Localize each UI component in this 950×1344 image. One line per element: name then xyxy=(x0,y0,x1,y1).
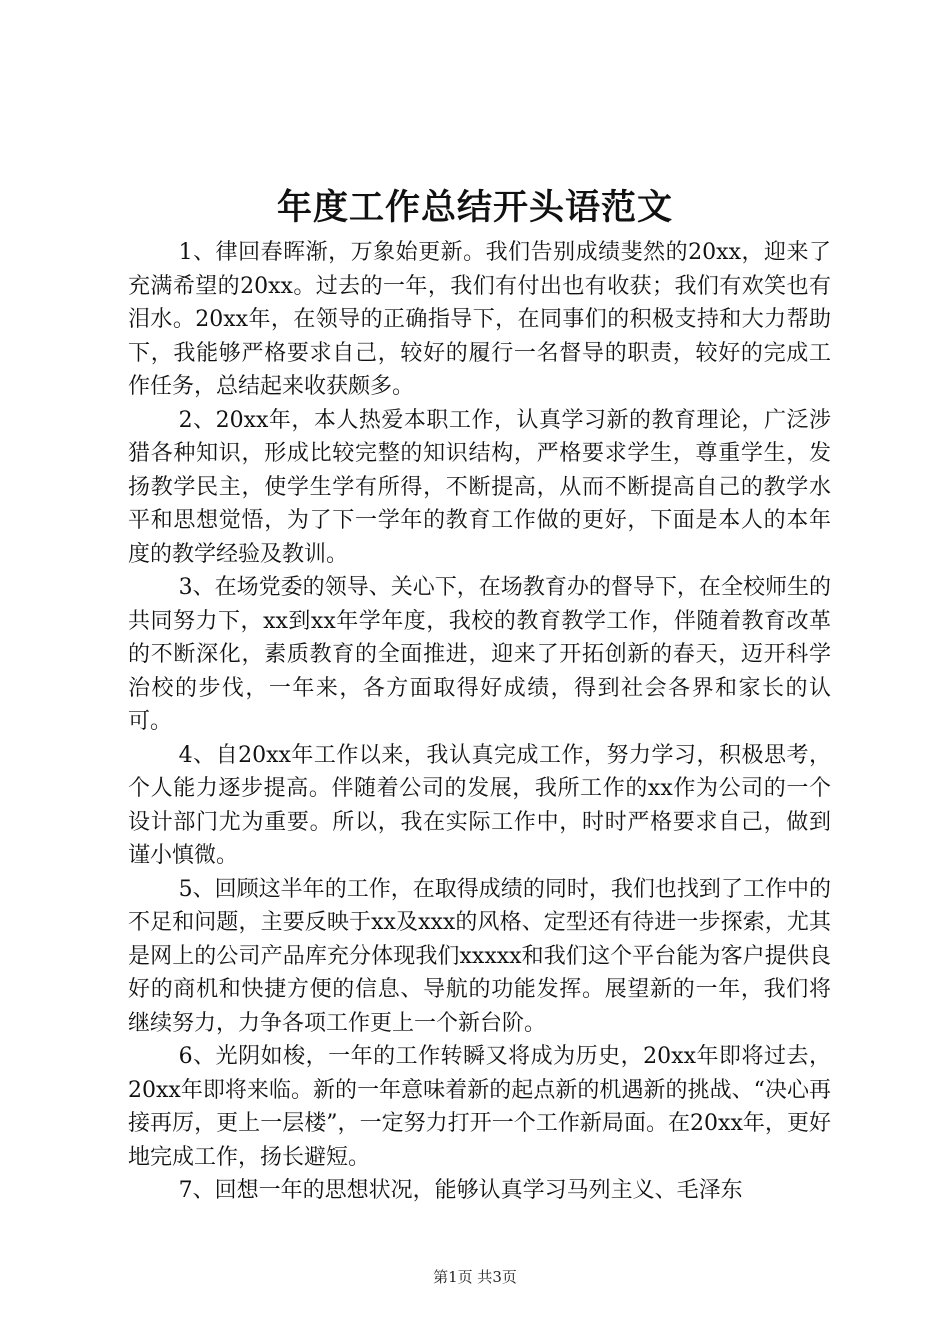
paragraph-7: 7、回想一年的思想状况，能够认真学习马列主义、毛泽东 xyxy=(178,1178,743,1203)
paragraph-4: 4、自20xx年工作以来，我认真完成工作，努力学习，积极思考，个人能力逐步提高。伴随着公司的发展，我所工作的xx作为公司的一个设计部门尤为重要。所以，我在实际工作中，时时严格要求自己，做到谨小慎微。 xyxy=(128,742,831,868)
paragraph-1: 1、律回春晖渐，万象始更新。我们告别成绩斐然的20xx，迎来了充满希望的20xx。过去的一年，我们有付出也有收获；我们有欢笑也有泪水。20xx年，在领导的正确指导下，在同事们的积极支持和大力帮助下，我能够严格要求自己，较好的履行一名督导的职责，较好的完成工作任务，总结起来收获颇多。 xyxy=(128,240,831,399)
page-number-footer: 第1页 共3页 xyxy=(433,1268,517,1286)
paragraph-2: 2、20xx年，本人热爱本职工作，认真学习新的教育理论，广泛涉猎各种知识，形成比较完整的知识结构，严格要求学生，尊重学生，发扬教学民主，使学生学有所得，不断提高，从而不断提高自己的教学水平和思想觉悟，为了下一学年的教育工作做的更好，下面是本人的本年度的教学经验及教训。 xyxy=(128,407,831,567)
paragraph-6: 6、光阴如梭，一年的工作转瞬又将成为历史，20xx年即将过去，20xx年即将来临。新的一年意味着新的起点新的机遇新的挑战、“决心再接再厉，更上一层楼”，一定努力打开一个工作新局面。在20xx年，更好地完成工作，扬长避短。 xyxy=(128,1044,831,1170)
paragraph-5: 5、回顾这半年的工作，在取得成绩的同时，我们也找到了工作中的不足和问题，主要反映于xx及xxx的风格、定型还有待进一步探索，尤其是网上的公司产品库充分体现我们xxxxx和我们这个平台能为客户提供良好的商机和快捷方便的信息、导航的功能发挥。展望新的一年，我们将继续努力，力争各项工作更上一个新台阶。 xyxy=(128,876,831,1036)
paragraph-3: 3、在场党委的领导、关心下，在场教育办的督导下，在全校师生的共同努力下，xx到xx年学年度，我校的教育教学工作，伴随着教育改革的不断深化，素质教育的全面推进，迎来了开拓创新的春天，迈开科学治校的步伐，一年来，各方面取得好成绩，得到社会各界和家长的认可。 xyxy=(128,575,831,734)
document-title: 年度工作总结开头语范文 xyxy=(276,187,673,228)
document-body xyxy=(128,236,831,1208)
